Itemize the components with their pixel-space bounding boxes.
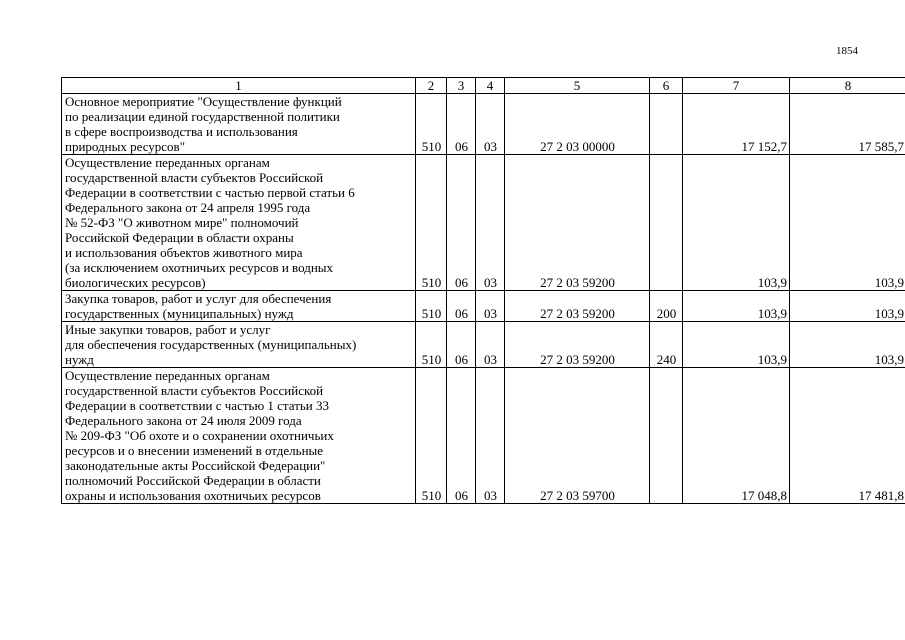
amount-year-1-cell: 103,9 xyxy=(683,291,790,322)
column-header: 5 xyxy=(505,78,650,94)
description-line: Закупка товаров, работ и услуг для обеспечения xyxy=(65,291,332,306)
description-line: (за исключением охотничьих ресурсов и водных xyxy=(65,260,334,275)
section-code-cell: 06 xyxy=(447,291,476,322)
description-line: Российской Федерации в области охраны xyxy=(65,230,294,245)
description-line: Федерального закона от 24 апреля 1995 года xyxy=(65,200,311,215)
subsection-code-cell: 03 xyxy=(476,155,505,291)
description-cell xyxy=(62,322,416,368)
description-line: ресурсов и о внесении изменений в отдельные xyxy=(65,443,324,458)
subsection-code-cell: 03 xyxy=(476,94,505,155)
target-article-cell: 27 2 03 59200 xyxy=(505,291,650,322)
description-line: Иные закупки товаров, работ и услуг xyxy=(65,322,271,337)
table-row xyxy=(62,155,905,291)
description-line: природных ресурсов" xyxy=(65,139,186,154)
description-line: нужд xyxy=(65,352,94,367)
section-code-cell: 06 xyxy=(447,322,476,368)
description-cell xyxy=(62,368,416,504)
target-article-cell: 27 2 03 59700 xyxy=(505,368,650,504)
amount-year-2-cell: 17 481,8 xyxy=(790,368,905,504)
table-row xyxy=(62,291,905,322)
description-line: Федерального закона от 24 июля 2009 года xyxy=(65,413,302,428)
column-header: 3 xyxy=(447,78,476,94)
amount-year-2-cell: 103,9 xyxy=(790,155,905,291)
amount-year-2-cell: 17 585,7 xyxy=(790,94,905,155)
table-row xyxy=(62,322,905,368)
subsection-code-cell: 03 xyxy=(476,368,505,504)
description-line: охраны и использования охотничьих ресурсов xyxy=(65,488,321,503)
expense-type-cell xyxy=(650,368,683,504)
admin-code-cell: 510 xyxy=(416,368,447,504)
expense-type-cell xyxy=(650,155,683,291)
subsection-code-cell: 03 xyxy=(476,322,505,368)
expense-type-cell: 200 xyxy=(650,291,683,322)
description-line: № 52-ФЗ "О животном мире" полномочий xyxy=(65,215,299,230)
amount-year-2-cell: 103,9 xyxy=(790,291,905,322)
column-header: 8 xyxy=(790,78,905,94)
admin-code-cell: 510 xyxy=(416,155,447,291)
description-line: биологических ресурсов) xyxy=(65,275,206,290)
description-line: в сфере воспроизводства и использования xyxy=(65,124,298,139)
budget-table xyxy=(61,77,905,504)
column-numbers-row xyxy=(62,78,905,94)
description-line: Федерации в соответствии с частью первой статьи 6 xyxy=(65,185,355,200)
description-line: государственной власти субъектов Российской xyxy=(65,383,324,398)
amount-year-2-cell: 103,9 xyxy=(790,322,905,368)
subsection-code-cell: 03 xyxy=(476,291,505,322)
description-cell xyxy=(62,155,416,291)
description-line: Основное мероприятие "Осуществление функций xyxy=(65,94,342,109)
section-code-cell: 06 xyxy=(447,368,476,504)
column-header: 2 xyxy=(416,78,447,94)
description-line: государственных (муниципальных) нужд xyxy=(65,306,294,321)
description-cell xyxy=(62,291,416,322)
description-line: законодательные акты Российской Федерации" xyxy=(65,458,326,473)
column-header: 7 xyxy=(683,78,790,94)
amount-year-1-cell: 103,9 xyxy=(683,155,790,291)
table-row xyxy=(62,94,905,155)
admin-code-cell: 510 xyxy=(416,322,447,368)
amount-year-1-cell: 17 152,7 xyxy=(683,94,790,155)
amount-year-1-cell: 17 048,8 xyxy=(683,368,790,504)
admin-code-cell: 510 xyxy=(416,291,447,322)
description-line: Осуществление переданных органам xyxy=(65,368,270,383)
description-line: государственной власти субъектов Российской xyxy=(65,170,324,185)
expense-type-cell xyxy=(650,94,683,155)
target-article-cell: 27 2 03 59200 xyxy=(505,155,650,291)
section-code-cell: 06 xyxy=(447,94,476,155)
description-line: для обеспечения государственных (муниципальных) xyxy=(65,337,357,352)
description-line: и использования объектов животного мира xyxy=(65,245,303,260)
section-code-cell: 06 xyxy=(447,155,476,291)
amount-year-1-cell: 103,9 xyxy=(683,322,790,368)
description-line: Федерации в соответствии с частью 1 статьи 33 xyxy=(65,398,330,413)
expense-type-cell: 240 xyxy=(650,322,683,368)
description-line: полномочий Российской Федерации в области xyxy=(65,473,321,488)
column-header: 1 xyxy=(62,78,416,94)
target-article-cell: 27 2 03 00000 xyxy=(505,94,650,155)
description-line: по реализации единой государственной политики xyxy=(65,109,340,124)
description-line: Осуществление переданных органам xyxy=(65,155,270,170)
description-line: № 209-ФЗ "Об охоте и о сохранении охотничьих xyxy=(65,428,334,443)
target-article-cell: 27 2 03 59200 xyxy=(505,322,650,368)
column-header: 6 xyxy=(650,78,683,94)
description-cell xyxy=(62,94,416,155)
admin-code-cell: 510 xyxy=(416,94,447,155)
column-header: 4 xyxy=(476,78,505,94)
table-row xyxy=(62,368,905,504)
page-number: 1854 xyxy=(836,45,858,57)
